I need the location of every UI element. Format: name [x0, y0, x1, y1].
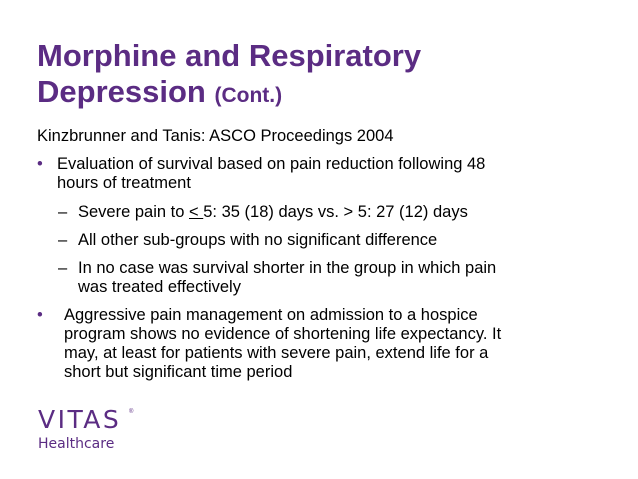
- title-cont: (Cont.): [214, 84, 283, 107]
- slide-body: [37, 127, 597, 382]
- title-line-1: Morphine and Respiratory: [37, 38, 422, 73]
- registered-mark: ®: [129, 409, 134, 415]
- bullet-line: short but significant time period: [64, 363, 293, 381]
- dash-icon: –: [58, 231, 68, 249]
- bullet-line: program shows no evidence of shortening life expectancy. It: [64, 325, 502, 343]
- source-citation: Kinzbrunner and Tanis: ASCO Proceedings 2004: [37, 127, 394, 145]
- vitas-logo: [38, 407, 148, 457]
- bullet-item: [37, 306, 597, 382]
- logo-subtitle: Healthcare: [38, 436, 115, 452]
- bullet-item: [37, 155, 597, 193]
- sub-bullet-line: was treated effectively: [78, 278, 241, 296]
- bullet-line: Aggressive pain management on admission to a hospice: [64, 306, 478, 324]
- sub-bullet-text-pre: Severe pain to: [78, 203, 189, 221]
- sub-bullet-text-post: 5: 35 (18) days vs. > 5: 27 (12) days: [203, 203, 468, 221]
- bullet-icon: •: [37, 306, 43, 324]
- sub-bullet-text: All other sub-groups with no significant difference: [78, 231, 438, 249]
- slide-title: [37, 38, 607, 114]
- sub-bullet-item: [37, 259, 597, 297]
- bullet-icon: •: [37, 155, 43, 173]
- title-line-2: Depression: [37, 74, 206, 109]
- sub-bullet-item: [37, 231, 597, 250]
- sub-bullet-line: In no case was survival shorter in the group in which pain: [78, 259, 497, 277]
- logo-wordmark: VITAS: [38, 405, 122, 434]
- bullet-line: hours of treatment: [57, 174, 191, 192]
- less-equal-symbol: <: [189, 203, 204, 221]
- sub-bullet-item: [37, 203, 597, 222]
- dash-icon: –: [58, 259, 68, 277]
- dash-icon: –: [58, 203, 68, 221]
- bullet-line: Evaluation of survival based on pain reduction following 48: [57, 155, 486, 173]
- bullet-line: may, at least for patients with severe pain, extend life for a: [64, 344, 489, 362]
